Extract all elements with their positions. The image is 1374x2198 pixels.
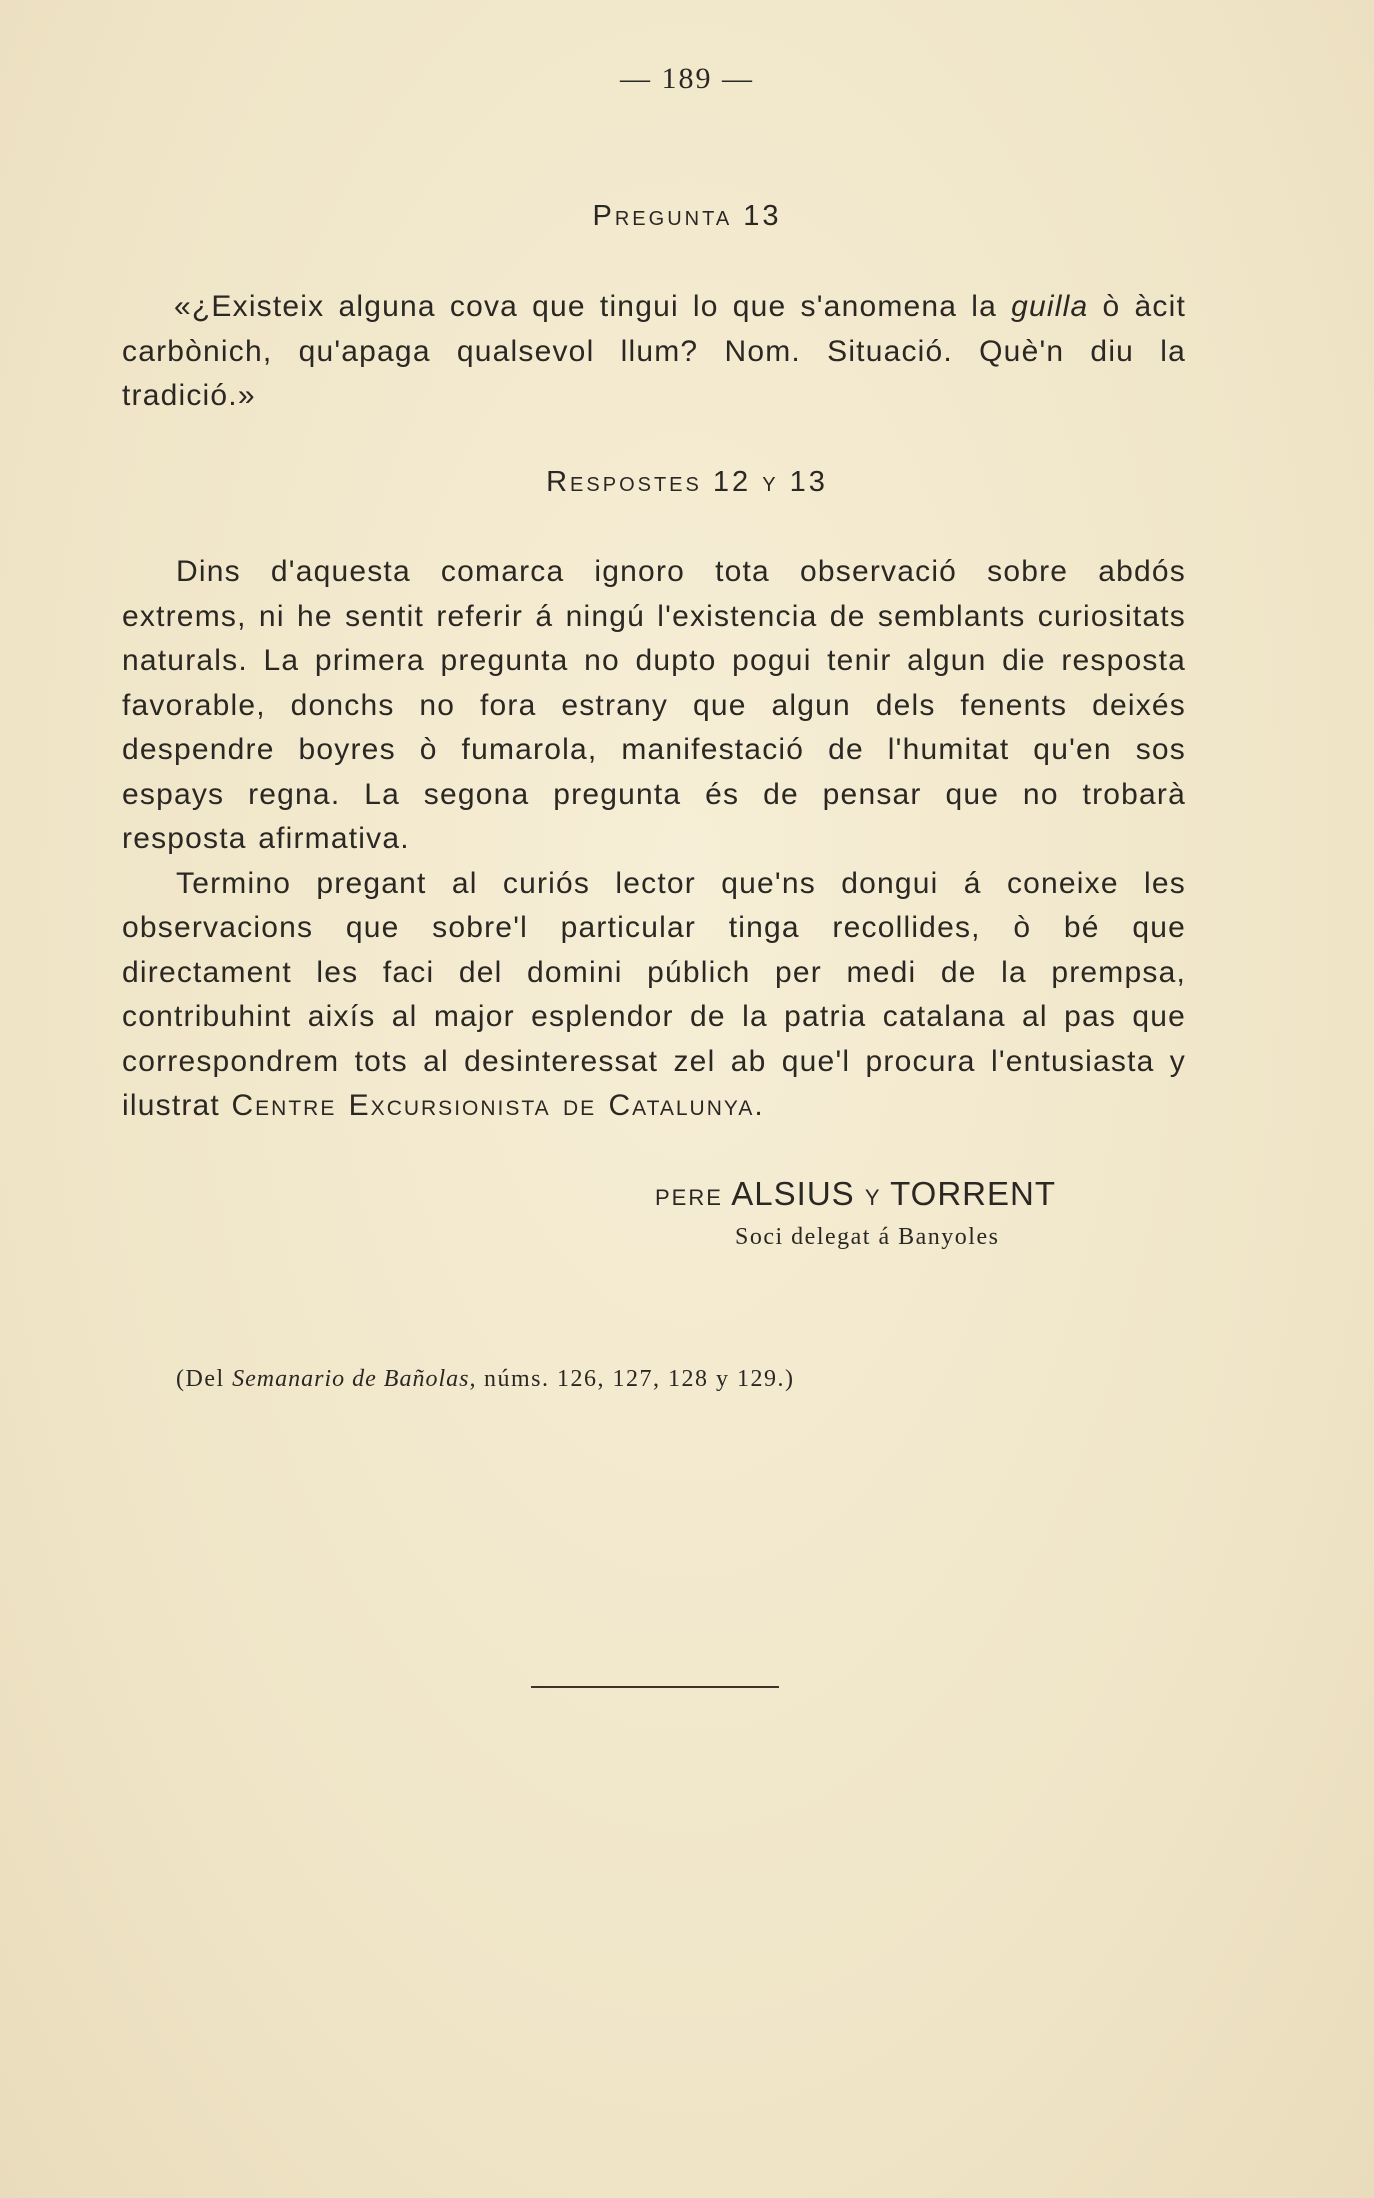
answer-paragraph-2-text: Termino pregant al curiós lector que'ns dongui á coneixe les observacions que sobre'l particular tinga recollides, ò bé que directament les faci del domini públich per medi de la prempsa, contribuhint aixís al major esplendor de la patria catalana al pas que correspondrem tots al desinteressat zel ab que'l procura l'entusiasta y ilustrat	[122, 866, 1186, 1122]
author-surname-1: ALSIUS	[731, 1175, 855, 1212]
institution-name: Centre Excursionista de Catalunya.	[231, 1089, 765, 1122]
answer-paragraph-2	[122, 862, 1186, 1129]
question-text-close: ò àcit carbònich, qu'apaga qualsevol llum? Nom. Situació. Què'n diu la tradició.»	[122, 290, 1186, 412]
source-suffix: núms. 126, 127, 128 y 129.)	[476, 1366, 795, 1392]
answer-body	[122, 550, 1186, 1129]
end-rule	[531, 1686, 779, 1688]
answer-paragraph-1: Dins d'aquesta comarca ignoro tota observació sobre abdós extrems, ni he sentit referir á ningú l'existencia de semblants curiositats naturals. La primera pregunta no dupto pogui tenir algun die resposta favorable, donchs no fora estrany que algun dels fenents deixés despendre boyres ò fumarola, manifestació de l'humitat qu'en sos espays regna. La segona pregunta és de pensar que no trobarà resposta afirmativa.	[122, 555, 1186, 855]
source-citation	[176, 1366, 1176, 1393]
question-italic-term: guilla	[1011, 290, 1089, 323]
question-paragraph	[122, 285, 1186, 419]
question-heading: Pregunta 13	[592, 200, 782, 232]
source-prefix: (Del	[176, 1366, 233, 1392]
author-role: Soci delegat á Banyoles	[735, 1224, 1000, 1250]
author-first-name: PERE	[655, 1185, 723, 1210]
author-conjunction: Y	[864, 1185, 881, 1210]
page-number: — 189 —	[620, 62, 754, 95]
answers-heading: Respostes 12 y 13	[546, 466, 828, 498]
author-surname-2: TORRENT	[890, 1175, 1057, 1212]
question-text-open: «¿Existeix alguna cova que tingui lo que s'anomena la	[174, 290, 1012, 323]
source-publication: Semanario de Bañolas,	[232, 1366, 477, 1392]
author-signature	[655, 1175, 1255, 1213]
